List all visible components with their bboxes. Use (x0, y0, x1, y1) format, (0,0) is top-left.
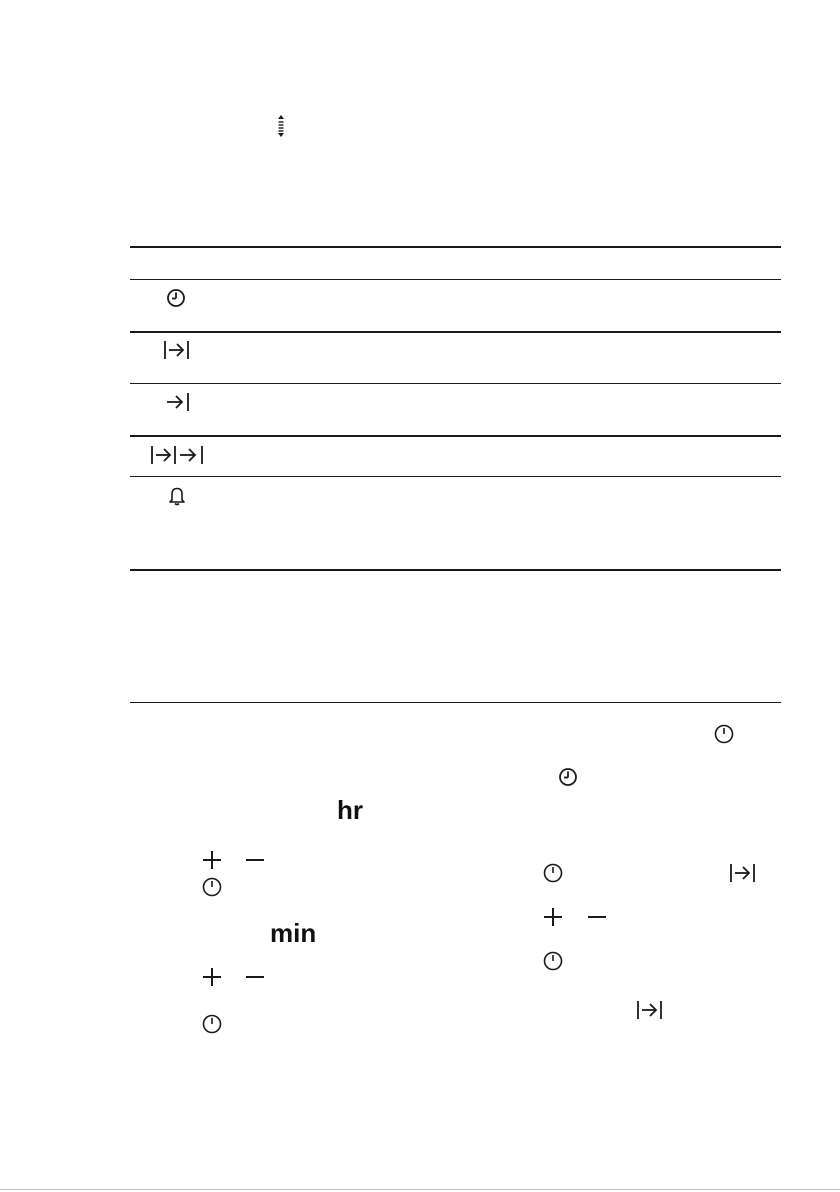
clock-button-icon (543, 863, 563, 883)
minute-minder-bell-icon (169, 486, 185, 506)
minus-icon (245, 967, 265, 987)
time-delay-icon (150, 445, 208, 465)
page-bottom-edge (0, 1189, 840, 1190)
clock-button-icon (543, 951, 563, 971)
scroll-adjust-icon (277, 114, 285, 138)
display-hours-label: hr (337, 795, 363, 825)
clock-icon (166, 288, 186, 308)
plus-icon (202, 850, 222, 870)
table-row-rule (130, 476, 781, 477)
table-header-rule (130, 279, 781, 280)
table-row-rule (130, 383, 781, 384)
minus-icon (245, 850, 265, 870)
clock-button-icon (202, 1014, 222, 1034)
end-time-icon (166, 392, 190, 412)
table-bottom-rule (130, 702, 781, 703)
table-top-rule (130, 246, 781, 248)
duration-icon (636, 1000, 664, 1020)
table-row-rule (130, 331, 781, 333)
table-row-rule (130, 569, 781, 571)
table-row-rule (130, 435, 781, 437)
clock-icon (558, 767, 578, 787)
minus-icon (587, 907, 607, 927)
duration-icon (163, 340, 191, 360)
plus-icon (202, 967, 222, 987)
duration-icon (729, 863, 757, 883)
clock-button-icon (202, 877, 222, 897)
clock-button-icon (714, 724, 734, 744)
display-minutes-label: min (270, 918, 317, 948)
plus-icon (543, 907, 563, 927)
